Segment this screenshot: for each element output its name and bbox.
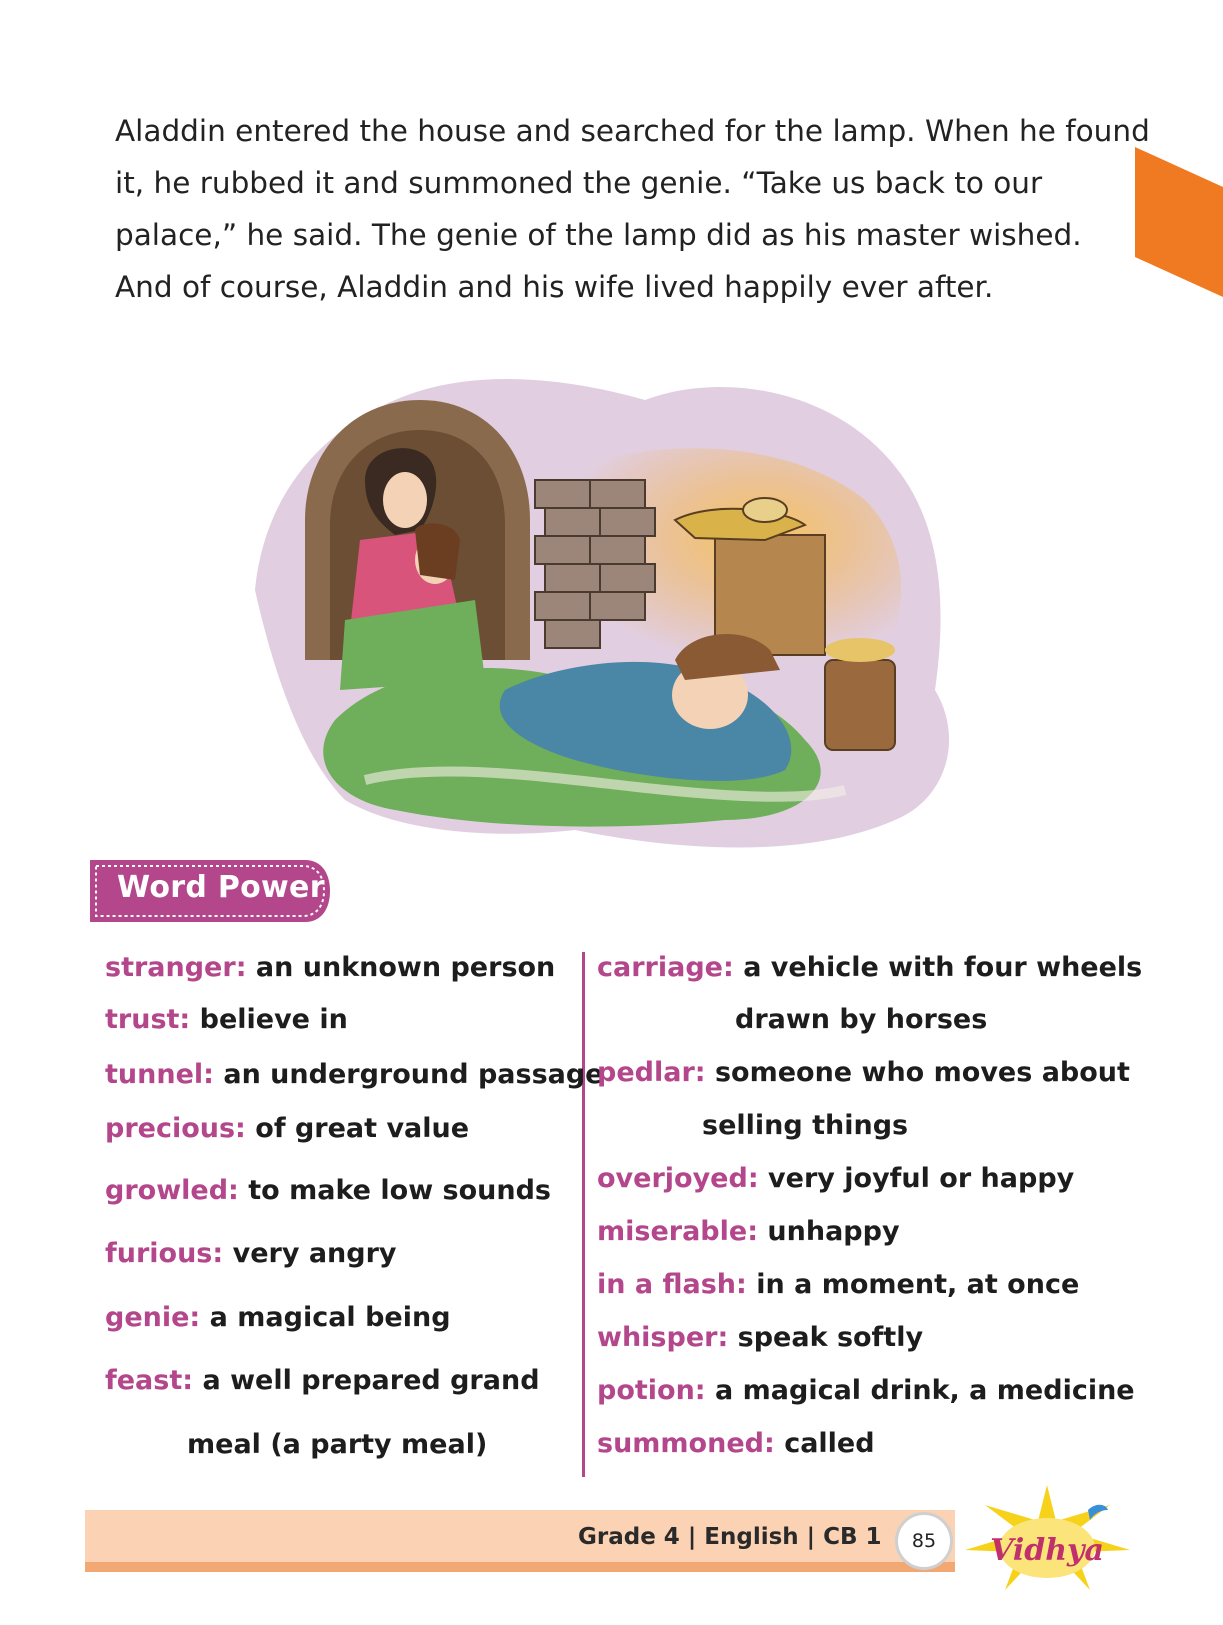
glossary-meaning: an unknown person: [255, 952, 556, 983]
glossary-word: in a flash:: [597, 1269, 747, 1300]
glossary-entry: [597, 1322, 923, 1353]
glossary-meaning: of great value: [255, 1113, 470, 1144]
glossary-word: feast:: [105, 1365, 194, 1396]
glossary-word: growled:: [105, 1175, 239, 1206]
glossary-word: precious:: [105, 1113, 246, 1144]
glossary-entry: [105, 952, 555, 983]
story-line: Aladdin entered the house and searched for the lamp. When he found: [115, 114, 1150, 148]
footer-book: CB 1: [823, 1524, 882, 1550]
glossary-meaning: called: [784, 1428, 875, 1459]
glossary-meaning: unhappy: [767, 1216, 900, 1247]
glossary-entry: [105, 1238, 397, 1269]
glossary-entry: [105, 1175, 551, 1206]
glossary-word: overjoyed:: [597, 1163, 759, 1194]
glossary-meaning: very angry: [232, 1238, 397, 1269]
glossary-word: tunnel:: [105, 1059, 214, 1090]
glossary-meaning-continued: drawn by horses: [735, 1004, 988, 1035]
glossary-meaning: very joyful or happy: [768, 1163, 1075, 1194]
glossary-word: genie:: [105, 1302, 201, 1333]
story-line: it, he rubbed it and summoned the genie. “Take us back to our: [115, 166, 1043, 200]
glossary-meaning: an underground passage: [223, 1059, 604, 1090]
glossary-entry: [597, 1216, 900, 1247]
glossary-word: whisper:: [597, 1322, 729, 1353]
orange-corner-tab: [1135, 147, 1223, 297]
glossary-meaning: a well prepared grand: [202, 1365, 540, 1396]
glossary-word: potion:: [597, 1375, 706, 1406]
glossary-word: furious:: [105, 1238, 224, 1269]
glossary-entry: [597, 1163, 1074, 1194]
glossary-meaning: in a moment, at once: [756, 1269, 1080, 1300]
column-divider: [582, 952, 585, 1477]
logo-text: Vidhya: [990, 1533, 1104, 1568]
glossary-entry: [597, 1428, 875, 1459]
glossary-meaning-continued: selling things: [702, 1110, 909, 1141]
glossary-meaning: someone who moves about: [714, 1057, 1130, 1088]
footer-separator: |: [687, 1524, 697, 1550]
glossary-entry: [597, 1269, 1079, 1300]
page-number: 85: [895, 1512, 953, 1570]
glossary-entry: [105, 1004, 348, 1035]
glossary-entry: [105, 1113, 469, 1144]
glossary-meaning-continued: meal (a party meal): [187, 1429, 488, 1460]
glossary-word: miserable:: [597, 1216, 758, 1247]
glossary-word: trust:: [105, 1004, 191, 1035]
footer-separator: |: [806, 1524, 816, 1550]
glossary-entry: [105, 1302, 451, 1333]
glossary-word: carriage:: [597, 952, 734, 983]
aladdin-illustration: [245, 360, 980, 860]
glossary-entry: [105, 1059, 604, 1090]
word-power-title: Word Power: [117, 870, 325, 905]
glossary-entry: [597, 1057, 1130, 1088]
footer-subject: English: [704, 1524, 799, 1550]
glossary-meaning: a magical drink, a medicine: [715, 1375, 1135, 1406]
glossary-meaning: a vehicle with four wheels: [743, 952, 1143, 983]
glossary-entry: [597, 952, 1142, 983]
story-line: And of course, Aladdin and his wife lived happily ever after.: [115, 270, 994, 304]
story-line: palace,” he said. The genie of the lamp did as his master wished.: [115, 218, 1082, 252]
glossary-meaning: speak softly: [737, 1322, 924, 1353]
glossary-entry: [597, 1375, 1135, 1406]
glossary-meaning: to make low sounds: [248, 1175, 551, 1206]
glossary-word: summoned:: [597, 1428, 775, 1459]
glossary-meaning: believe in: [199, 1004, 348, 1035]
glossary-word: pedlar:: [597, 1057, 706, 1088]
story-paragraph: [115, 105, 1150, 313]
glossary-entry: [105, 1365, 540, 1396]
vidhya-logo: [960, 1480, 1135, 1600]
footer-book-info: [578, 1524, 882, 1550]
glossary-word: stranger:: [105, 952, 247, 983]
footer-grade: Grade 4: [578, 1524, 680, 1550]
glossary-meaning: a magical being: [209, 1302, 451, 1333]
